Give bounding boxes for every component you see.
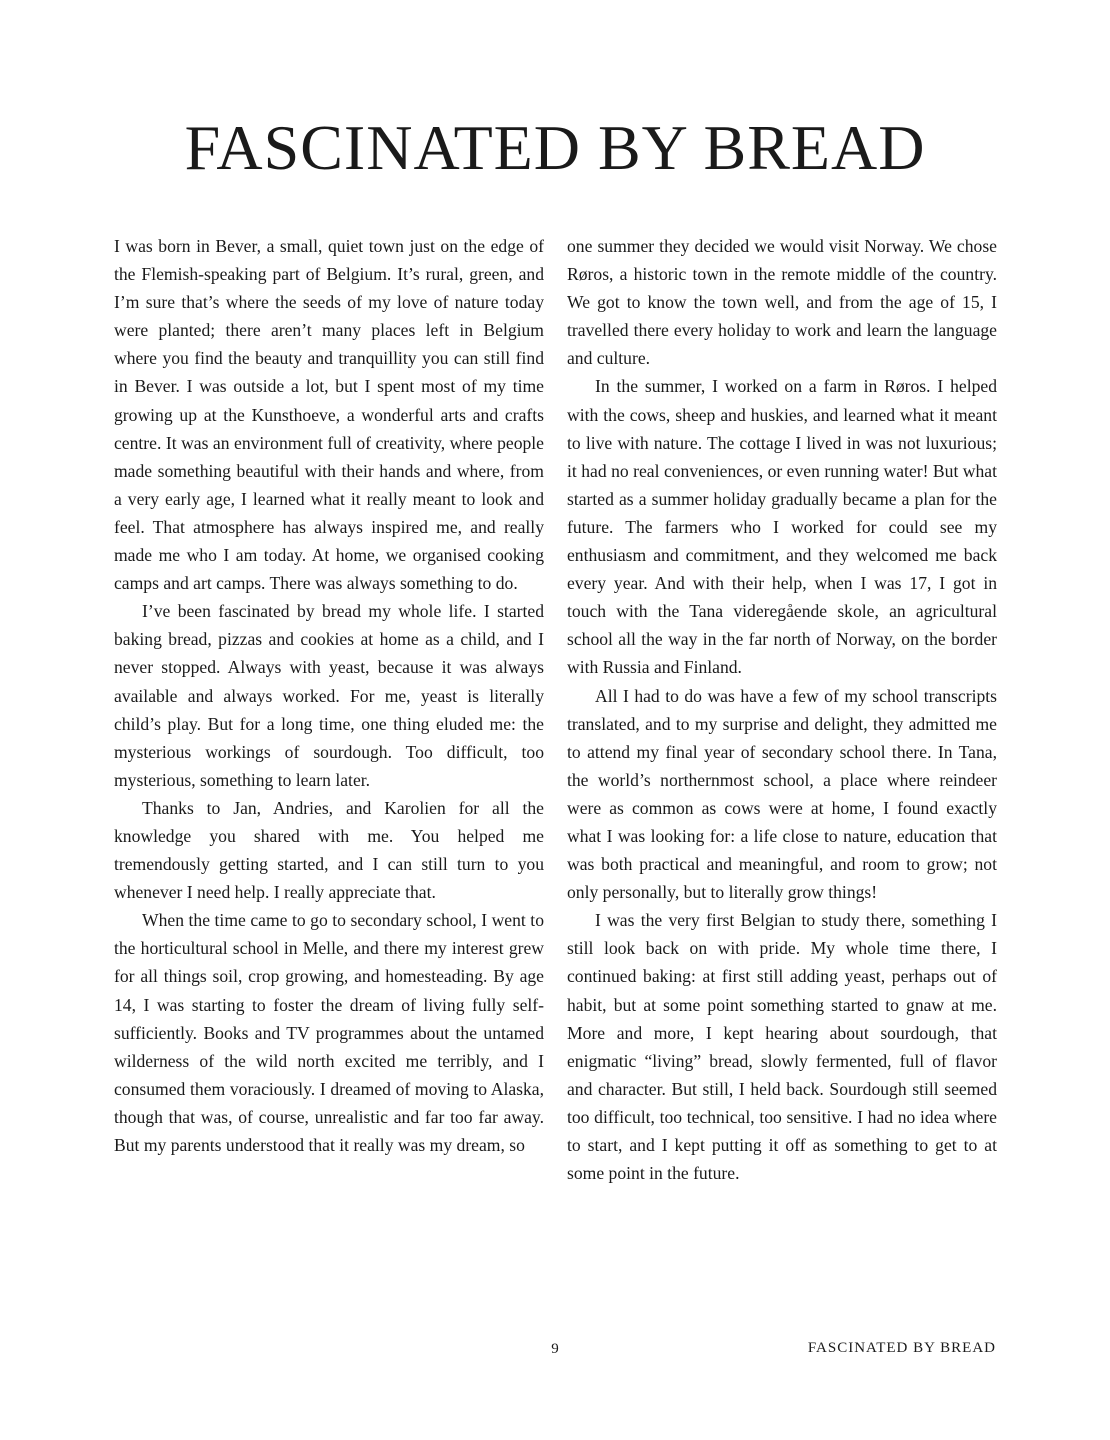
paragraph: I was the very first Belgian to study there, something I still look back on with pride. My whole time there, I continued baking: at first still adding yeast, perhaps out of habit, but at some point something started to gnaw at me. More and more, I kept hearing about sourdough, that enigmatic “living” bread, slowly fermented, full of flavor and character. But still, I held back. Sourdough still seemed too difficult, too technical, too sensitive. I had no idea where to start, and I kept putting it off as something to get to at some point in the future.: [567, 910, 997, 1184]
left-column: [114, 232, 544, 1159]
paragraph: I was born in Bever, a small, quiet town just on the edge of the Flemish-speaking part of Belgium. It’s rural, green, and I’m sure that’s where the seeds of my love of nature today were planted; there aren’t many places left in Belgium where you find the beauty and tranquillity you can still find in Bever. I was outside a lot, but I spent most of my time growing up at the Kunsthoeve, a wonderful arts and crafts centre. It was an environment full of creativity, where people made something beautiful with their hands and where, from a very early age, I learned what it really meant to look and feel. That atmosphere has always inspired me, and really made me who I am today. At home, we organised cooking camps and art camps. There was always something to do.: [114, 236, 544, 594]
paragraph: Thanks to Jan, Andries, and Karolien for all the knowledge you shared with me. You helped me tremendously getting started, and I can still turn to you whenever I need help. I really appreciate that.: [114, 797, 544, 903]
page-number: 9: [551, 1341, 559, 1357]
paragraph: When the time came to go to secondary school, I went to the horticultural school in Melle, and there my interest grew for all things soil, crop growing, and homesteading. By age 14, I was starting to foster the dream of living fully self-sufficiently. Books and TV programmes about the untamed wilderness of the wild north excited me terribly, and I consumed them voraciously. I dreamed of moving to Alaska, though that was, of course, unrealistic and far too far away. But my parents understood that it really was my dream, so: [114, 910, 544, 1155]
paragraph: I’ve been fascinated by bread my whole life. I started baking bread, pizzas and cookies at home as a child, and I never stopped. Always with yeast, because it was always available and always worked. For me, yeast is literally child’s play. But for a long time, one thing eluded me: the mysterious workings of sourdough. Too difficult, too mysterious, something to learn later.: [114, 601, 544, 790]
paragraph: one summer they decided we would visit Norway. We chose Røros, a historic town in the remote middle of the country. We got to know the town well, and from the age of 15, I travelled there every holiday to work and learn the language and culture.: [567, 236, 997, 369]
running-head: FASCINATED BY BREAD: [807, 1340, 996, 1356]
right-column: [567, 232, 997, 1187]
paragraph: All I had to do was have a few of my school transcripts translated, and to my surprise and delight, they admitted me to attend my final year of secondary school there. In Tana, the world’s northernmost school, a place where reindeer were as common as cows were at home, I found exactly what I was looking for: a life close to nature, education that was both practical and meaningful, and room to grow; not only personally, but to literally grow things!: [567, 685, 997, 903]
paragraph: In the summer, I worked on a farm in Røros. I helped with the cows, sheep and huskies, and learned what it meant to live with nature. The cottage I lived in was not luxurious; it had no real conveniences, or even running water! But what started as a summer holiday gradually became a plan for the future. The farmers who I worked for could see my enthusiasm and commitment, and they welcomed me back every year. And with their help, when I was 17, I got in touch with the Tana videregående skole, an agricultural school all the way in the far north of Norway, on the border with Russia and Finland.: [567, 376, 997, 678]
page-title: FASCINATED BY BREAD: [184, 112, 926, 183]
